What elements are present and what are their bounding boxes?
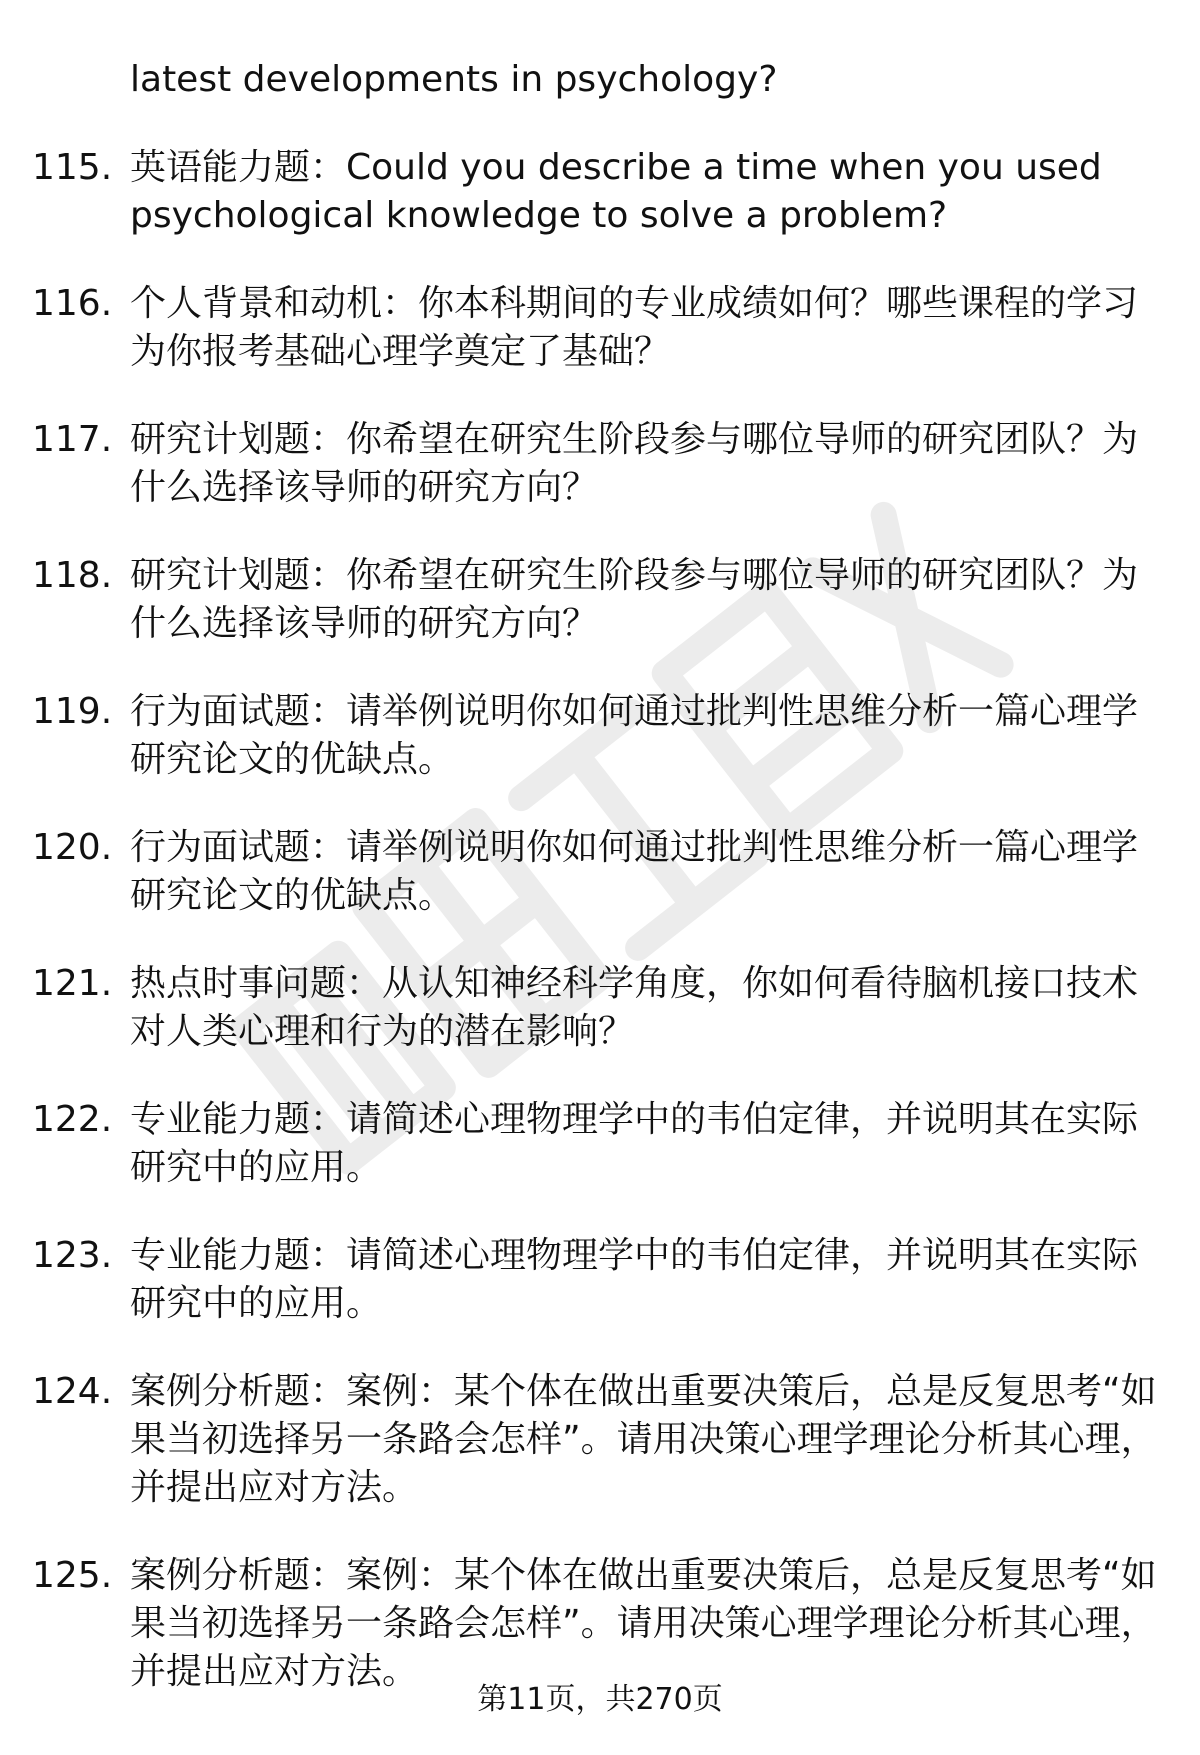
question-text: 案例分析题：案例：某个体在做出重要决策后，总是反复思考“如果当初选择另一条路会怎样”。请用决策心理学理论分析其心理，并提出应对方法。 <box>130 1371 1157 1508</box>
question-number: 123. <box>32 1235 113 1276</box>
question-text: 英语能力题：Could you describe a time when you used psychological knowledge to solve a problem? <box>130 147 1102 236</box>
question-number: 120. <box>32 827 113 868</box>
question-text: 研究计划题：你希望在研究生阶段参与哪位导师的研究团队？为什么选择该导师的研究方向？ <box>130 419 1139 508</box>
question-number: 122. <box>32 1099 113 1140</box>
question-number: 125. <box>32 1555 113 1596</box>
continued-text: latest developments in psychology? <box>130 59 778 100</box>
question-text: 专业能力题：请简述心理物理学中的韦伯定律，并说明其在实际研究中的应用。 <box>130 1235 1139 1324</box>
question-item <box>32 960 1172 1056</box>
question-text: 研究计划题：你希望在研究生阶段参与哪位导师的研究团队？为什么选择该导师的研究方向？ <box>130 555 1139 644</box>
question-number: 121. <box>32 963 113 1004</box>
question-text: 热点时事问题：从认知神经科学角度，你如何看待脑机接口技术对人类心理和行为的潜在影响？ <box>130 963 1139 1052</box>
question-item <box>32 1552 1172 1696</box>
question-item <box>32 1368 1172 1512</box>
question-text: 行为面试题：请举例说明你如何通过批判性思维分析一篇心理学研究论文的优缺点。 <box>130 827 1139 916</box>
question-number: 124. <box>32 1371 113 1412</box>
question-list <box>32 56 1172 1736</box>
question-number: 118. <box>32 555 113 596</box>
question-item <box>32 1096 1172 1192</box>
question-item <box>32 824 1172 920</box>
question-number: 119. <box>32 691 113 732</box>
question-item <box>32 280 1172 376</box>
question-text: 专业能力题：请简述心理物理学中的韦伯定律，并说明其在实际研究中的应用。 <box>130 1099 1139 1188</box>
question-item <box>32 688 1172 784</box>
page-number-footer: 第11页，共270页 <box>477 1682 723 1717</box>
question-text: 行为面试题：请举例说明你如何通过批判性思维分析一篇心理学研究论文的优缺点。 <box>130 691 1139 780</box>
question-number: 115. <box>32 147 113 188</box>
question-number: 117. <box>32 419 113 460</box>
question-number: 116. <box>32 283 113 324</box>
question-item <box>32 1232 1172 1328</box>
question-item <box>32 144 1172 240</box>
question-item <box>32 552 1172 648</box>
question-text: 案例分析题：案例：某个体在做出重要决策后，总是反复思考“如果当初选择另一条路会怎样”。请用决策心理学理论分析其心理，并提出应对方法。 <box>130 1555 1157 1692</box>
question-item <box>32 416 1172 512</box>
question-text: 个人背景和动机：你本科期间的专业成绩如何？哪些课程的学习为你报考基础心理学奠定了基础？ <box>130 283 1139 372</box>
